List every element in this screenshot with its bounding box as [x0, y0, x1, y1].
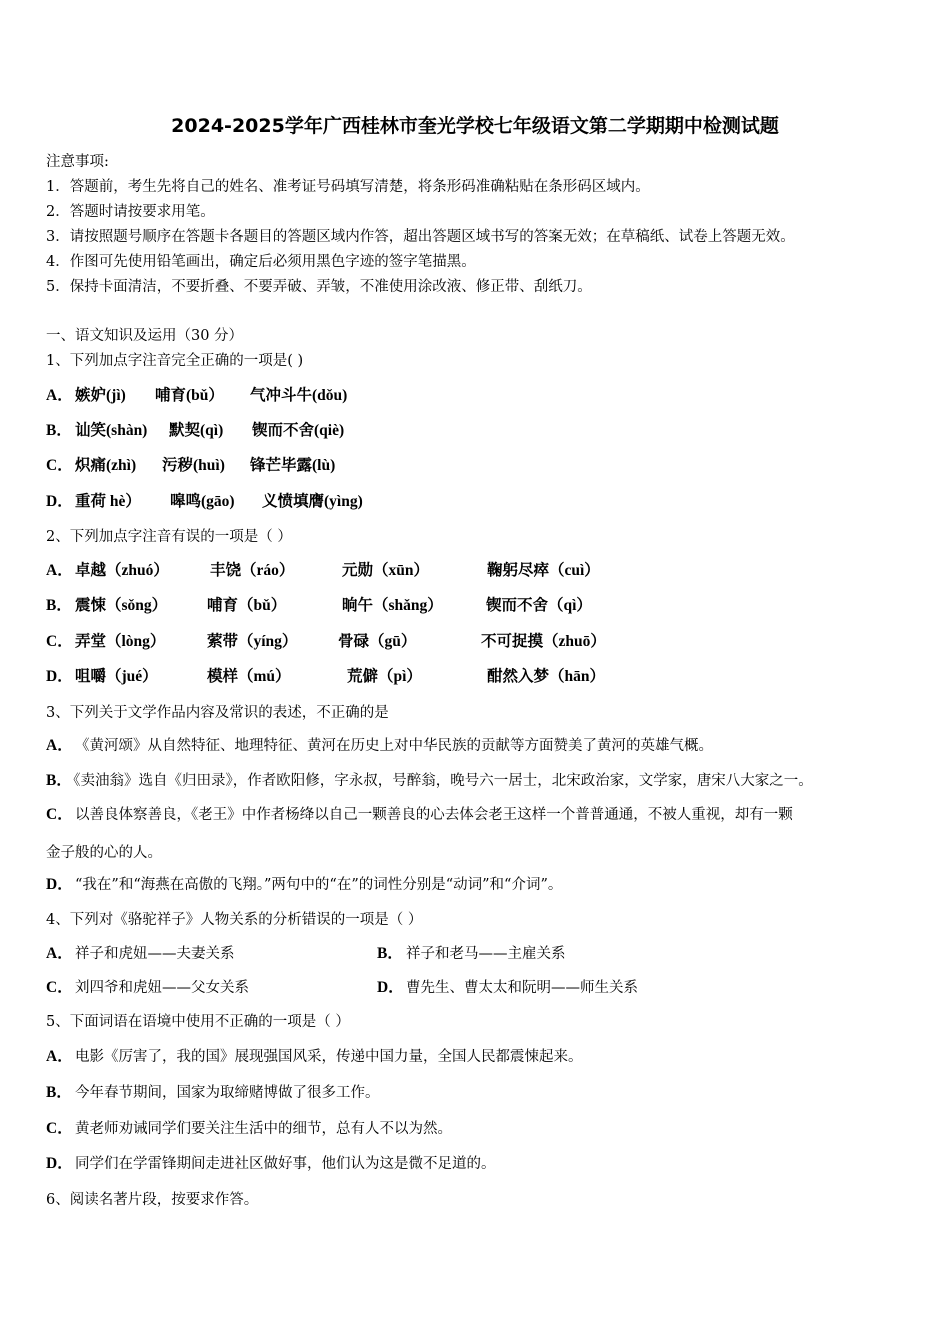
question-1-stem: 1、下列加点字注音完全正确的一项是( )	[46, 353, 304, 369]
q1-option-c-item-3: 锋芒毕露(lù)	[250, 457, 336, 474]
q2-option-b-item-1: 震悚（sǒng）	[75, 597, 168, 614]
q1-option-a-item-1: 嫉妒(jì)	[75, 387, 126, 404]
section-heading: 一、语文知识及运用（30 分）	[46, 328, 244, 344]
q2-option-d-item-1: 咀嚼（jué）	[75, 668, 158, 685]
q3-option-a-text: 《黄河颂》从自然特征、地理特征、黄河在历史上对中华民族的贡献等方面赞美了黄河的英雄气概。	[75, 738, 713, 754]
question-2-stem: 2、下列加点字注音有误的一项是（ ）	[46, 529, 292, 545]
q2-option-b-item-3: 晌午（shǎng）	[342, 597, 443, 614]
notice-heading: 注意事项:	[46, 154, 109, 170]
q1-option-b-item-1: 讪笑(shàn)	[75, 422, 148, 439]
q5-option-a-letter: A．	[46, 1048, 73, 1065]
q1-option-a-letter: A．	[46, 387, 73, 404]
q1-option-b-item-2: 默契(qì)	[169, 422, 224, 439]
q1-option-b-letter: B．	[46, 422, 72, 439]
question-6-stem: 6、阅读名著片段，按要求作答。	[46, 1192, 259, 1208]
q1-option-c-item-2: 污秽(huì)	[162, 457, 225, 474]
notice-item-2: 2．答题时请按要求用笔。	[46, 204, 215, 220]
q2-option-c-item-4: 不可捉摸（zhuō）	[481, 633, 606, 650]
notice-item-5: 5．保持卡面清洁，不要折叠、不要弄破、弄皱，不准使用涂改液、修正带、刮纸刀。	[46, 279, 592, 295]
q1-option-c-letter: C．	[46, 457, 73, 474]
q3-option-b-letter: B．	[46, 772, 72, 789]
q4-option-a-letter: A．	[46, 945, 73, 962]
q5-option-d-text: 同学们在学雷锋期间走进社区做好事，他们认为这是微不足道的。	[75, 1156, 496, 1172]
q2-option-a-item-3: 元勋（xūn）	[342, 562, 429, 579]
q1-option-a-item-3: 气冲斗牛(dǒu)	[250, 387, 348, 404]
q2-option-b-item-2: 哺育（bǔ）	[207, 597, 287, 614]
q2-option-d-item-4: 酣然入梦（hān）	[487, 668, 605, 685]
q3-option-c-text: 以善良体察善良，《老王》中作者杨绛以自己一颗善良的心去体会老王这样一个普普通通，不被人重视，却有一颗	[75, 807, 793, 823]
q2-option-b-letter: B．	[46, 597, 72, 614]
q2-option-d-item-3: 荒僻（pì）	[347, 668, 422, 685]
q1-option-d-item-1: 重荷 hè）	[75, 493, 141, 510]
q5-option-c-letter: C．	[46, 1120, 73, 1137]
q2-option-c-item-1: 弄堂（lòng）	[75, 633, 166, 650]
q1-option-b-item-3: 锲而不舍(qiè)	[252, 422, 345, 439]
q1-option-d-item-2: 嗥鸣(gāo)	[170, 493, 235, 510]
q2-option-d-letter: D．	[46, 668, 73, 685]
q2-option-a-item-4: 鞠躬尽瘁（cuì）	[487, 562, 600, 579]
q2-option-a-item-2: 丰饶（ráo）	[210, 562, 295, 579]
q4-option-a-text: 祥子和虎妞——夫妻关系	[75, 946, 235, 962]
q4-option-d-letter: D．	[377, 979, 404, 996]
notice-item-1: 1．答题前，考生先将自己的姓名、准考证号码填写清楚，将条形码准确粘贴在条形码区域内。	[46, 179, 650, 195]
q1-option-a-item-2: 哺育(bǔ）	[155, 387, 224, 404]
q4-option-c-text: 刘四爷和虎妞——父女关系	[75, 980, 249, 996]
q5-option-a-text: 电影《厉害了，我的国》展现强国风采，传递中国力量，全国人民都震悚起来。	[75, 1049, 583, 1065]
q3-option-a-letter: A．	[46, 737, 73, 754]
q1-option-c-item-1: 炽痛(zhì)	[75, 457, 137, 474]
q5-option-b-letter: B．	[46, 1084, 72, 1101]
q2-option-d-item-2: 模样（mú）	[207, 668, 291, 685]
q3-option-c-letter: C．	[46, 806, 73, 823]
q2-option-a-item-1: 卓越（zhuó）	[75, 562, 169, 579]
question-4-stem: 4、下列对《骆驼祥子》人物关系的分析错误的一项是（ ）	[46, 912, 423, 928]
q3-option-b-text: 《卖油翁》选自《归田录》，作者欧阳修，字永叔，号醉翁，晚号六一居士，北宋政治家，文学家，唐宋八大家之一。	[66, 773, 813, 789]
q2-option-a-letter: A．	[46, 562, 73, 579]
q3-option-d-text: “我在”和“海燕在高傲的飞翔。”两句中的“在”的词性分别是“动词”和“介词”。	[75, 877, 563, 893]
page-title: 2024-2025学年广西桂林市奎光学校七年级语文第二学期期中检测试题	[171, 115, 779, 137]
notice-item-4: 4．作图可先使用铅笔画出，确定后必须用黑色字迹的签字笔描黑。	[46, 254, 476, 270]
q1-option-d-item-3: 义愤填膺(yìng)	[262, 493, 363, 510]
question-3-stem: 3、下列关于文学作品内容及常识的表述，不正确的是	[46, 705, 389, 721]
q1-option-d-letter: D．	[46, 493, 73, 510]
q4-option-b-letter: B．	[377, 945, 403, 962]
q2-option-c-item-2: 萦带（yíng）	[207, 633, 298, 650]
q3-option-d-letter: D．	[46, 876, 73, 893]
question-5-stem: 5、下面词语在语境中使用不正确的一项是（ ）	[46, 1014, 350, 1030]
q4-option-b-text: 祥子和老马——主雇关系	[406, 946, 566, 962]
q4-option-d-text: 曹先生、曹太太和阮明——师生关系	[406, 980, 638, 996]
q2-option-c-item-3: 骨碌（gū）	[338, 633, 417, 650]
q5-option-c-text: 黄老师劝诫同学们要关注生活中的细节，总有人不以为然。	[75, 1121, 452, 1137]
q4-option-c-letter: C．	[46, 979, 73, 996]
q5-option-d-letter: D．	[46, 1155, 73, 1172]
notice-item-3: 3．请按照题号顺序在答题卡各题目的答题区域内作答，超出答题区域书写的答案无效；在草稿纸、试卷上答题无效。	[46, 229, 795, 245]
q2-option-c-letter: C．	[46, 633, 73, 650]
q3-option-c-text-continued: 金子般的心的人。	[46, 845, 162, 861]
q2-option-b-item-4: 锲而不舍（qì）	[486, 597, 592, 614]
q5-option-b-text: 今年春节期间，国家为取缔赌博做了很多工作。	[75, 1085, 380, 1101]
